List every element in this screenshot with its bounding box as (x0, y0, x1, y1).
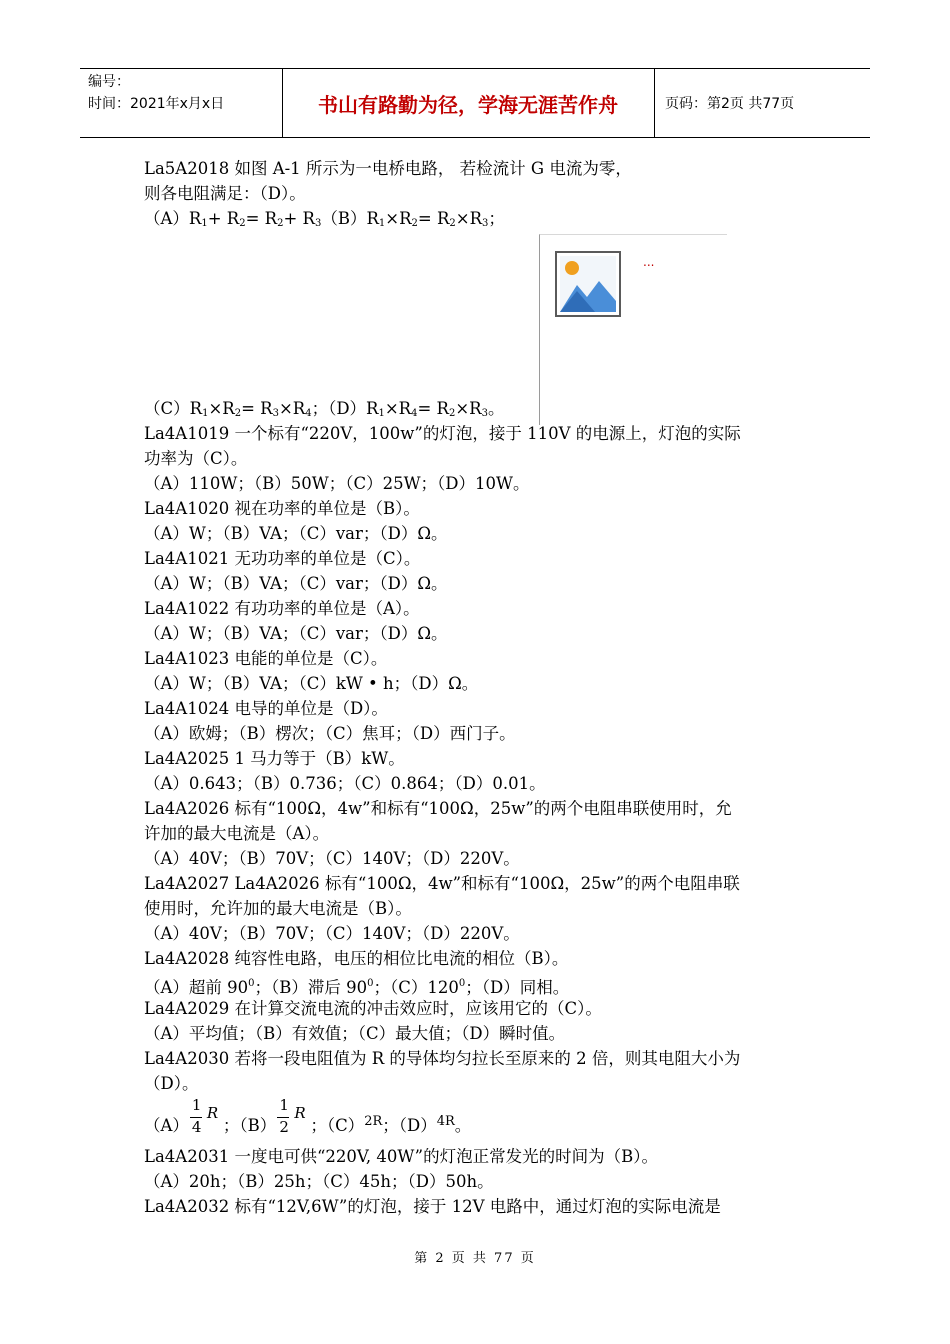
subscript: 3 (481, 408, 488, 419)
numerator: 1 (279, 1096, 289, 1114)
header-meta (88, 71, 224, 115)
text: ；（D）同相。 (465, 978, 570, 997)
text-line: La4A2028 纯容性电路，电压的相位比电流的相位（B）。 (144, 949, 569, 968)
text-line: 使用时，允许加的最大电流是（B）。 (144, 899, 412, 918)
text-line: 功率为（C）。 (144, 449, 248, 468)
text: ； (488, 209, 505, 228)
text: ；（B）滞后 90 (254, 978, 368, 997)
superscript: 0 (248, 978, 255, 989)
subscript: 1 (378, 218, 386, 229)
text-line: La4A2032 标有“12V,6W”的灯泡，接于 12V 电路中，通过灯泡的实际电流是 (144, 1197, 721, 1216)
text: ×R (455, 399, 482, 418)
text-line: La4A1021 无功功率的单位是（C）。 (144, 549, 421, 568)
text: = R (417, 209, 450, 228)
text-line: （A）20h；（B）25h；（C）45h；（D）50h。 (144, 1172, 494, 1191)
text: + R (283, 209, 315, 228)
subscript: 2 (277, 218, 284, 229)
superscript: 0 (458, 978, 466, 989)
subscript: 1 (378, 408, 385, 419)
text-line: La4A2031 一度电可供“220V, 40W”的灯泡正常发光的时间为（B）。 (144, 1147, 658, 1166)
text-line: La5A2018 如图 A-1 所示为一电桥电路， 若检流计 G 电流为零， (144, 159, 632, 178)
subscript: 1 (201, 218, 208, 229)
text-line: （A）W；（B）VA；（C）var；（D）Ω。 (144, 624, 448, 643)
text: = R (245, 209, 278, 228)
text-line: （A）40V；（B）70V；（C）140V；（D）220V。 (144, 849, 520, 868)
text: ×R (208, 399, 235, 418)
text: （B）R (321, 209, 379, 228)
text: ×R (384, 399, 412, 418)
text: + R (207, 209, 240, 228)
subscript: 3 (314, 218, 322, 229)
variable-r: R (294, 1104, 306, 1122)
text-line: La4A1019 一个标有“220V，100w”的灯泡，接于 110V 的电源上，灯泡的实际 (144, 424, 741, 443)
text-line: （A）W；（B）VA；（C）var；（D）Ω。 (144, 574, 448, 593)
text: ；（C）120 (373, 978, 459, 997)
figure-space (144, 231, 824, 396)
numerator: 1 (191, 1096, 202, 1114)
subscript: 2 (239, 218, 246, 229)
text-line: La4A1024 电导的单位是（D）。 (144, 699, 388, 718)
header-divider (654, 69, 655, 137)
text-line: （D）。 (144, 1074, 199, 1093)
text-line: （A）W；（B）VA；（C）kW • h；（D）Ω。 (144, 674, 479, 693)
image-ellipsis: ... (643, 255, 655, 269)
variable-r: R (206, 1104, 219, 1122)
text-line: La4A1023 电能的单位是（C）。 (144, 649, 388, 668)
text: ×R (385, 209, 412, 228)
text: ×R (455, 209, 483, 228)
text-line: （A）40V；（B）70V；（C）140V；（D）220V。 (144, 924, 520, 943)
text: = R (241, 399, 273, 418)
fraction-half (276, 1096, 306, 1136)
subscript: 4 (411, 408, 418, 419)
text: ；（B） (222, 1116, 277, 1135)
subscript: 4 (305, 408, 312, 419)
text: ；（C） (310, 1116, 365, 1135)
superscript: 0 (367, 978, 374, 989)
text-line: （A）W；（B）VA；（C）var；（D）Ω。 (144, 524, 448, 543)
denominator: 4 (191, 1118, 202, 1136)
text: = R (417, 399, 449, 418)
text: （A）R (144, 209, 202, 228)
option-line-cd (144, 396, 824, 421)
text-line: La4A2026 标有“100Ω，4w”和标有“100Ω，25w”的两个电阻串联使用时，允 (144, 799, 732, 818)
header-page-info: 页码：第2页 共77页 (665, 96, 795, 112)
option-line-ab (144, 206, 824, 231)
document-body (144, 156, 824, 1219)
text-line: La4A1022 有功功率的单位是（A）。 (144, 599, 420, 618)
page-header (80, 68, 870, 138)
option-line-2030 (144, 1096, 824, 1144)
subscript: 3 (482, 218, 489, 229)
subscript: 2 (234, 408, 242, 419)
value-4r: 4R (436, 1114, 455, 1129)
text-line: （A）平均值；（B）有效值；（C）最大值；（D）瞬时值。 (144, 1024, 566, 1043)
text-line: La4A2025 1 马力等于（B）kW。 (144, 749, 405, 768)
text-line: La4A2030 若将一段电阻值为 R 的导体均匀拉长至原来的 2 倍，则其电阻大小为 (144, 1049, 741, 1068)
text-line: La4A2027 La4A2026 标有“100Ω，4w”和标有“100Ω，25w”的两个电阻串联 (144, 874, 740, 893)
text: ×R (278, 399, 306, 418)
text-line: （A）0.643；（B）0.736；（C）0.864；（D）0.01。 (144, 774, 546, 793)
text: （A） (144, 1116, 189, 1135)
value-2r: 2R (364, 1114, 383, 1129)
text-line: 许加的最大电流是（A）。 (144, 824, 330, 843)
text-line: La4A2029 在计算交流电流的冲击效应时，应该用它的（C）。 (144, 999, 602, 1018)
subscript: 2 (448, 408, 456, 419)
time-label: 时间：2021年x月x日 (88, 96, 225, 112)
denominator: 2 (279, 1118, 289, 1136)
page-footer: 第 2 页 共 77 页 (414, 1251, 536, 1266)
option-line-2028 (144, 971, 824, 996)
text-line: 则各电阻满足：（D）。 (144, 184, 306, 203)
subscript: 2 (411, 218, 418, 229)
text: ；（D） (382, 1116, 437, 1135)
subscript: 1 (202, 408, 209, 419)
text-line: （A）110W；（B）50W；（C）25W；（D）10W。 (144, 474, 530, 493)
text: 。 (487, 399, 505, 418)
subscript: 3 (272, 408, 279, 419)
fraction-quarter (189, 1096, 219, 1136)
text-line: （A）欧姆；（B）楞次；（C）焦耳；（D）西门子。 (144, 724, 516, 743)
text: ；（D）R (311, 399, 379, 418)
text: 。 (454, 1116, 472, 1135)
text: （C）R (144, 399, 203, 418)
text-line: La4A1020 视在功率的单位是（B）。 (144, 499, 420, 518)
code-label: 编号： (88, 74, 130, 90)
text: （A）超前 90 (144, 978, 249, 997)
subscript: 2 (449, 218, 456, 229)
header-motto: 书山有路勤为径，学海无涯苦作舟 (318, 93, 618, 117)
